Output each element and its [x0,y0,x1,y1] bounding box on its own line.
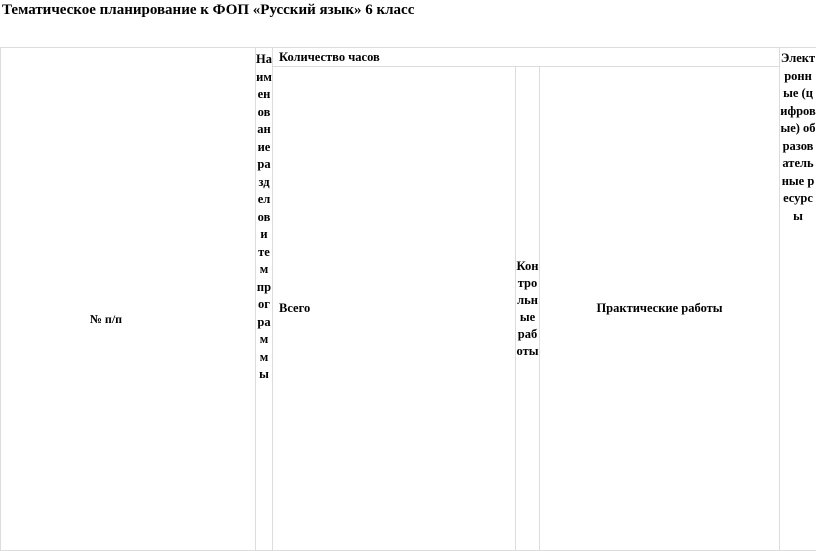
header-section-name-label: Наименование разделов и тем программы [256,48,272,384]
header-practical-works [540,67,780,551]
header-total [273,67,516,551]
header-section-name [256,48,273,551]
document-title: Тематическое планирование к ФОП «Русский язык» 6 класс [2,2,414,19]
header-resources-label: Электронные (цифровые) образовательные ресурсы [780,48,816,225]
header-hours [273,48,780,67]
header-control-works-label: Контрольные работы [516,258,539,360]
header-control-works [516,67,540,551]
planning-table [0,47,816,551]
header-number-label: № п/п [90,312,122,327]
header-practical-works-label: Практические работы [596,301,722,315]
header-number [1,48,256,551]
header-hours-label: Количество часов [279,50,380,64]
header-resources [780,48,816,551]
header-total-label: Всего [279,301,310,315]
